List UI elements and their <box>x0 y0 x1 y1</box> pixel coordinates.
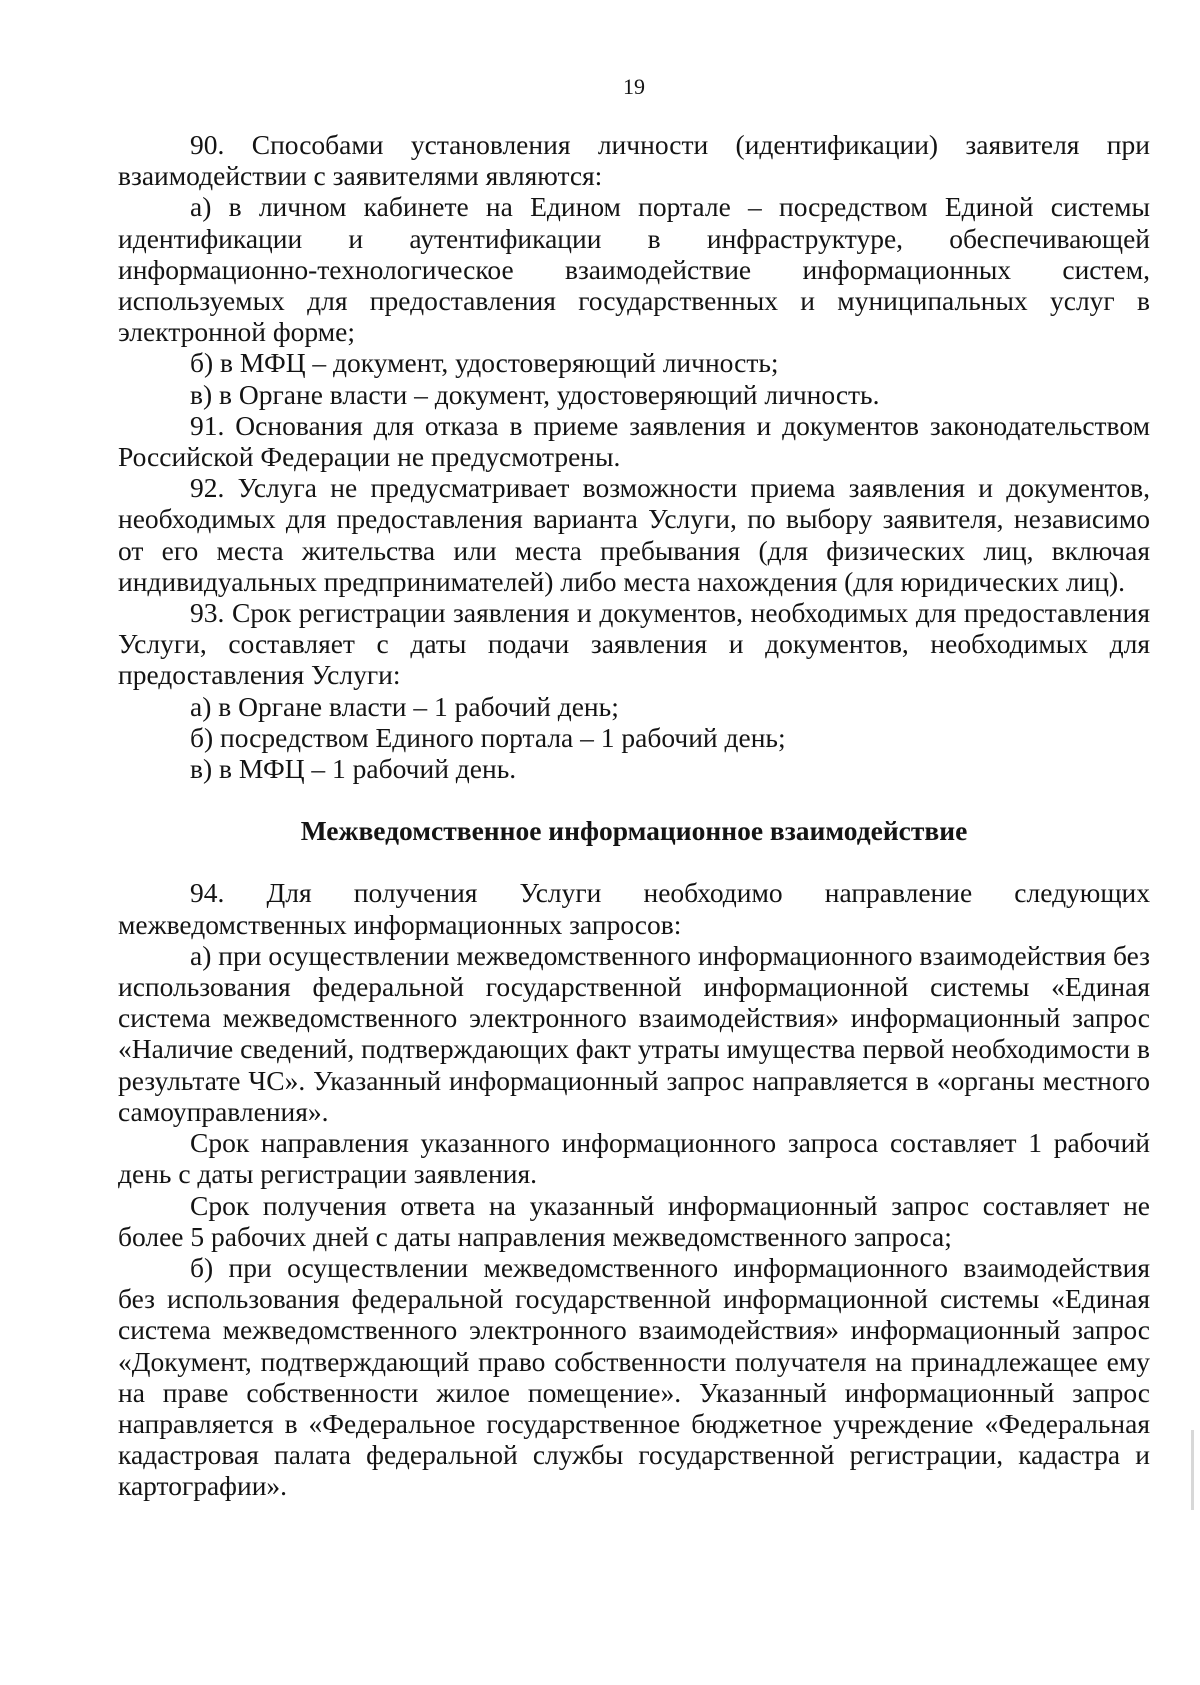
paragraph-93-b: б) посредством Единого портала – 1 рабочий день; <box>190 721 786 753</box>
paragraph-90-b: б) в МФЦ – документ, удостоверяющий личность; <box>190 347 779 379</box>
paragraph-90-a: а) в личном кабинете на Едином портале – посредством Единой системы идентификации и аутентификации в инфраструктуре, обеспечивающей информационно-технологическое взаимодействие информационных систем, используемых для предоставления государственных и муниципальных услуг в электронной форме; <box>118 191 1150 348</box>
paragraph-94-a-term: Срок направления указанного информационного запроса составляет 1 рабочий день с даты регистрации заявления. <box>118 1127 1150 1190</box>
body-text-top <box>118 129 1150 784</box>
body-text-bottom <box>118 877 1150 1501</box>
paragraph-93: 93. Срок регистрации заявления и документов, необходимых для предоставления Услуги, составляет с даты подачи заявления и документов, необходимых для предоставления Услуги: <box>118 597 1150 691</box>
paragraph-94-b: б) при осуществлении межведомственного информационного взаимодействия без использования федеральной государственной информационной системы «Единая система межведомственного электронного взаимодействия» информационный запрос «Документ, подтверждающий право собственности получателя на принадлежащее ему на праве собственности жилое помещение». Указанный информационный запрос направляется в «Федеральное государственное бюджетное учреждение «Федеральная кадастровая палата федеральной службы государственной регистрации, кадастра и картографии». <box>118 1251 1150 1502</box>
paragraph-90: 90. Способами установления личности (идентификации) заявителя при взаимодействии с заявителями являются: <box>118 129 1150 192</box>
paragraph-94-a-response: Срок получения ответа на указанный информационный запрос составляет не более 5 рабочих дней с даты направления межведомственного запроса; <box>118 1189 1150 1252</box>
paragraph-91: 91. Основания для отказа в приеме заявления и документов законодательством Российской Федерации не предусмотрены. <box>118 409 1150 473</box>
section-heading: Межведомственное информационное взаимодействие <box>300 815 968 847</box>
paragraph-93-v: в) в МФЦ – 1 рабочий день. <box>190 753 517 785</box>
page-number: 19 <box>623 74 645 99</box>
paragraph-90-v: в) в Органе власти – документ, удостоверяющий личность. <box>190 378 880 410</box>
paragraph-92: 92. Услуга не предусматривает возможности приема заявления и документов, необходимых для предоставления варианта Услуги, по выбору заявителя, независимо от его места жительства или места пребывания (для физических лиц, включая индивидуальных предпринимателей) либо места нахождения (для юридических лиц). <box>118 472 1150 597</box>
scan-edge-mark <box>1191 1430 1194 1510</box>
paragraph-94-a: а) при осуществлении межведомственного информационного взаимодействия без использования федеральной государственной информационной системы «Единая система межведомственного электронного взаимодействия» информационный запрос «Наличие сведений, подтверждающих факт утраты имущества первой необходимости в результате ЧС». Указанный информационный запрос направляется в «органы местного самоуправления». <box>118 939 1150 1127</box>
paragraph-94: 94. Для получения Услуги необходимо направление следующих межведомственных информационных запросов: <box>118 877 1150 940</box>
paragraph-93-a: а) в Органе власти – 1 рабочий день; <box>190 690 619 722</box>
